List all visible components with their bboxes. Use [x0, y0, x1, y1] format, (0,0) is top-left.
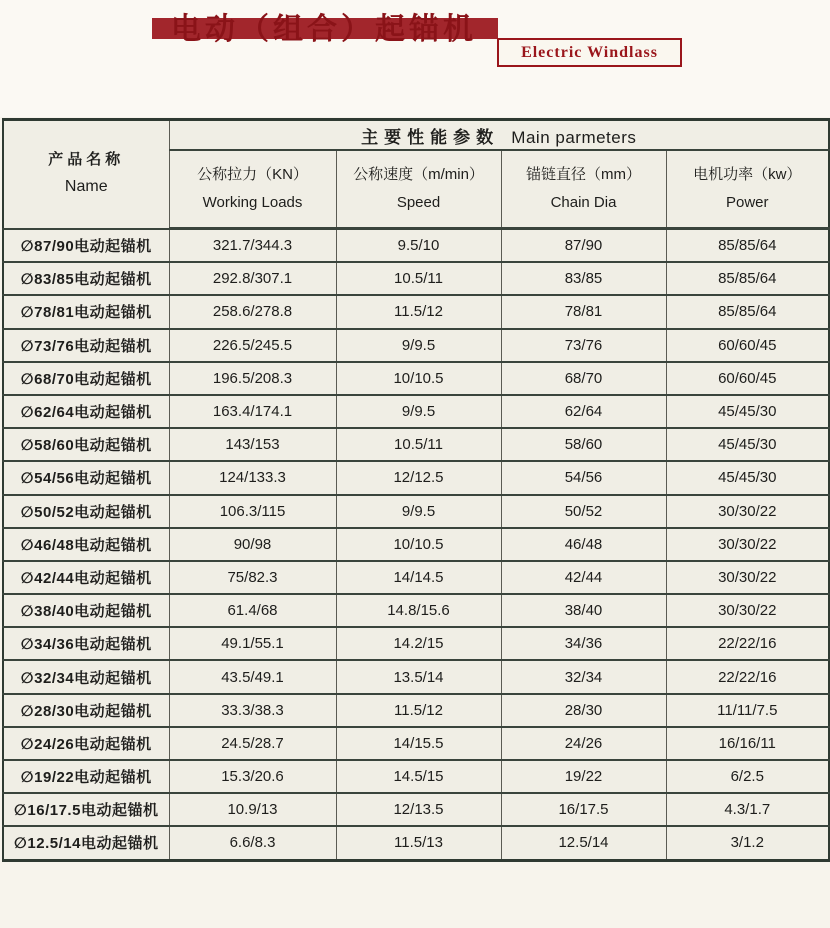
working-loads-cell: 49.1/55.1 — [169, 627, 336, 660]
power-cell: 11/11/7.5 — [666, 694, 829, 727]
chain-dia-cell: 19/22 — [501, 760, 666, 793]
power-cell: 22/22/16 — [666, 627, 829, 660]
power-cell: 22/22/16 — [666, 660, 829, 693]
product-name-cell: ∅62/64电动起锚机 — [3, 395, 169, 428]
col-header-power — [666, 150, 829, 229]
speed-cell: 11.5/12 — [336, 295, 501, 328]
working-loads-cell: 292.8/307.1 — [169, 262, 336, 295]
working-loads-cell: 321.7/344.3 — [169, 229, 336, 263]
power-cell: 85/85/64 — [666, 229, 829, 263]
table-row — [3, 561, 829, 594]
product-name-header-en: Name — [64, 178, 108, 196]
power-cell: 45/45/30 — [666, 428, 829, 461]
product-name-cell: ∅83/85电动起锚机 — [3, 262, 169, 295]
working-loads-cell: 90/98 — [169, 528, 336, 561]
product-name-cell: ∅16/17.5电动起锚机 — [3, 793, 169, 826]
col-header-speed-cn: 公称速度（m/min） — [353, 165, 484, 183]
product-name-cell: ∅58/60电动起锚机 — [3, 428, 169, 461]
table-row — [3, 395, 829, 428]
col-header-chain-dia-en: Chain Dia — [550, 194, 617, 211]
working-loads-cell: 10.9/13 — [169, 793, 336, 826]
chain-dia-cell: 46/48 — [501, 528, 666, 561]
power-cell: 30/30/22 — [666, 528, 829, 561]
working-loads-cell: 43.5/49.1 — [169, 660, 336, 693]
table-row — [3, 594, 829, 627]
table-row — [3, 428, 829, 461]
power-cell: 4.3/1.7 — [666, 793, 829, 826]
table-row — [3, 262, 829, 295]
speed-cell: 14/14.5 — [336, 561, 501, 594]
chain-dia-cell: 38/40 — [501, 594, 666, 627]
table-row — [3, 826, 829, 860]
chain-dia-cell: 58/60 — [501, 428, 666, 461]
speed-cell: 10/10.5 — [336, 528, 501, 561]
table-row — [3, 329, 829, 362]
speed-cell: 10/10.5 — [336, 362, 501, 395]
speed-cell: 9/9.5 — [336, 329, 501, 362]
product-name-cell: ∅12.5/14电动起锚机 — [3, 826, 169, 860]
speed-cell: 9/9.5 — [336, 495, 501, 528]
table-row — [3, 495, 829, 528]
power-cell: 45/45/30 — [666, 461, 829, 494]
table-row — [3, 660, 829, 693]
chain-dia-cell: 73/76 — [501, 329, 666, 362]
working-loads-cell: 163.4/174.1 — [169, 395, 336, 428]
power-cell: 85/85/64 — [666, 262, 829, 295]
product-name-cell: ∅19/22电动起锚机 — [3, 760, 169, 793]
specs-table — [2, 118, 830, 862]
product-name-cell: ∅24/26电动起锚机 — [3, 727, 169, 760]
working-loads-cell: 226.5/245.5 — [169, 329, 336, 362]
col-header-working-loads-cn: 公称拉力（KN） — [197, 165, 308, 183]
power-cell: 3/1.2 — [666, 826, 829, 860]
chain-dia-cell: 68/70 — [501, 362, 666, 395]
table-row — [3, 760, 829, 793]
col-header-chain-dia-cn: 锚链直径（mm） — [526, 165, 641, 183]
chain-dia-cell: 12.5/14 — [501, 826, 666, 860]
product-name-cell: ∅73/76电动起锚机 — [3, 329, 169, 362]
speed-cell: 14.2/15 — [336, 627, 501, 660]
power-cell: 45/45/30 — [666, 395, 829, 428]
table-row — [3, 793, 829, 826]
power-cell: 60/60/45 — [666, 329, 829, 362]
chain-dia-cell: 34/36 — [501, 627, 666, 660]
speed-cell: 11.5/12 — [336, 694, 501, 727]
product-name-cell: ∅50/52电动起锚机 — [3, 495, 169, 528]
chain-dia-cell: 32/34 — [501, 660, 666, 693]
col-header-power-en: Power — [726, 194, 769, 211]
speed-cell: 10.5/11 — [336, 428, 501, 461]
chain-dia-cell: 78/81 — [501, 295, 666, 328]
table-row — [3, 362, 829, 395]
speed-cell: 10.5/11 — [336, 262, 501, 295]
chain-dia-cell: 83/85 — [501, 262, 666, 295]
product-name-cell: ∅87/90电动起锚机 — [3, 229, 169, 263]
product-name-cell: ∅54/56电动起锚机 — [3, 461, 169, 494]
table-row — [3, 694, 829, 727]
product-name-cell: ∅42/44电动起锚机 — [3, 561, 169, 594]
working-loads-cell: 258.6/278.8 — [169, 295, 336, 328]
subtitle-text: Electric Windlass — [521, 43, 658, 61]
product-name-cell: ∅38/40电动起锚机 — [3, 594, 169, 627]
speed-cell: 12/12.5 — [336, 461, 501, 494]
chain-dia-cell: 50/52 — [501, 495, 666, 528]
col-header-working-loads-en: Working Loads — [202, 194, 303, 211]
subtitle-box — [497, 38, 682, 67]
table-row — [3, 295, 829, 328]
working-loads-cell: 124/133.3 — [169, 461, 336, 494]
speed-cell: 13.5/14 — [336, 660, 501, 693]
working-loads-cell: 106.3/115 — [169, 495, 336, 528]
product-name-header — [3, 120, 169, 229]
chain-dia-cell: 54/56 — [501, 461, 666, 494]
main-parameters-header-en: Main parmeters — [511, 127, 637, 147]
working-loads-cell: 33.3/38.3 — [169, 694, 336, 727]
power-cell: 85/85/64 — [666, 295, 829, 328]
speed-cell: 14/15.5 — [336, 727, 501, 760]
working-loads-cell: 61.4/68 — [169, 594, 336, 627]
col-header-power-cn: 电机功率（kw） — [693, 165, 802, 183]
power-cell: 6/2.5 — [666, 760, 829, 793]
chain-dia-cell: 62/64 — [501, 395, 666, 428]
power-cell: 16/16/11 — [666, 727, 829, 760]
product-name-cell: ∅32/34电动起锚机 — [3, 660, 169, 693]
working-loads-cell: 196.5/208.3 — [169, 362, 336, 395]
main-parameters-header-cn: 主要性能参数 — [361, 127, 500, 147]
working-loads-cell: 75/82.3 — [169, 561, 336, 594]
power-cell: 30/30/22 — [666, 495, 829, 528]
speed-cell: 11.5/13 — [336, 826, 501, 860]
speed-cell: 9/9.5 — [336, 395, 501, 428]
chain-dia-cell: 28/30 — [501, 694, 666, 727]
power-cell: 30/30/22 — [666, 594, 829, 627]
page-title: 电动（组合）起锚机 — [171, 13, 477, 46]
power-cell: 60/60/45 — [666, 362, 829, 395]
main-parameters-header — [169, 120, 829, 151]
table-row — [3, 727, 829, 760]
table-row — [3, 627, 829, 660]
working-loads-cell: 6.6/8.3 — [169, 826, 336, 860]
col-header-speed — [336, 150, 501, 229]
chain-dia-cell: 16/17.5 — [501, 793, 666, 826]
main-header-row — [3, 120, 829, 151]
speed-cell: 14.8/15.6 — [336, 594, 501, 627]
product-name-cell: ∅34/36电动起锚机 — [3, 627, 169, 660]
chain-dia-cell: 42/44 — [501, 561, 666, 594]
speed-cell: 9.5/10 — [336, 229, 501, 263]
product-name-cell: ∅78/81电动起锚机 — [3, 295, 169, 328]
working-loads-cell: 143/153 — [169, 428, 336, 461]
speed-cell: 14.5/15 — [336, 760, 501, 793]
product-name-cell: ∅28/30电动起锚机 — [3, 694, 169, 727]
chain-dia-cell: 87/90 — [501, 229, 666, 263]
product-name-header-cn: 产品名称 — [48, 151, 125, 169]
table-row — [3, 528, 829, 561]
table-row — [3, 461, 829, 494]
working-loads-cell: 15.3/20.6 — [169, 760, 336, 793]
table-row — [3, 229, 829, 263]
product-name-cell: ∅46/48电动起锚机 — [3, 528, 169, 561]
working-loads-cell: 24.5/28.7 — [169, 727, 336, 760]
power-cell: 30/30/22 — [666, 561, 829, 594]
product-name-cell: ∅68/70电动起锚机 — [3, 362, 169, 395]
col-header-working-loads — [169, 150, 336, 229]
col-header-chain-dia — [501, 150, 666, 229]
speed-cell: 12/13.5 — [336, 793, 501, 826]
col-header-speed-en: Speed — [396, 194, 441, 211]
chain-dia-cell: 24/26 — [501, 727, 666, 760]
